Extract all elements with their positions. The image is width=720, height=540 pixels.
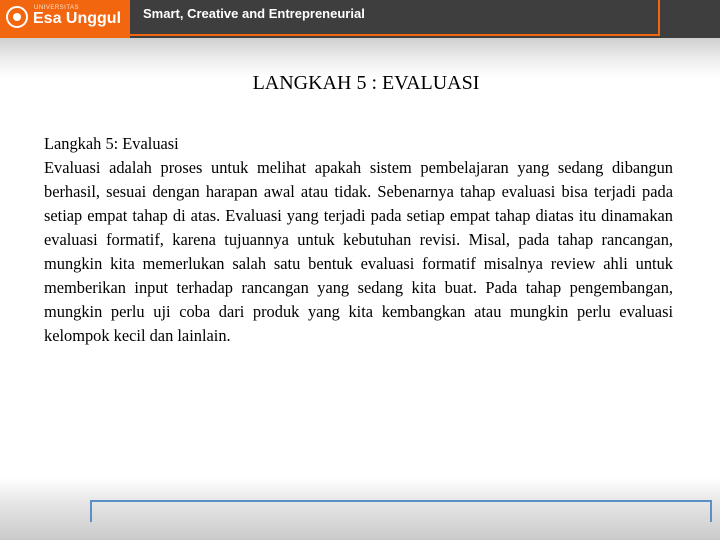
slide-content xyxy=(44,132,673,348)
slide-title: LANGKAH 5 : EVALUASI xyxy=(252,72,480,94)
brand-logo xyxy=(0,0,130,38)
slide-subheading: Langkah 5: Evaluasi xyxy=(44,134,179,153)
bottom-frame-line xyxy=(90,500,712,522)
slide-body-text: Evaluasi adalah proses untuk melihat apakah sistem pembelajaran yang sedang dibangun berhasil, sesuai dengan harapan awal atau tidak. Sebenarnya tahap evaluasi bisa terjadi pada setiap empat tahap di atas. Evaluasi yang terjadi pada setiap empat tahap diatas itu dinamakan evaluasi formatif, karena tujuannya untuk kebutuhan revisi. Misal, pada tahap rancangan, mungkin kita memerlukan salah satu bentuk evaluasi formatif misalnya review ahli untuk memberikan input terhadap rancangan yang sedang kita buat. Pada tahap pengembangan, mungkin perlu uji coba dari produk yang kita kembangkan atau mungkin perlu evaluasi kelompok kecil dan lainlain. xyxy=(44,158,673,345)
brand-small-label: UNIVERSITAS xyxy=(34,5,80,11)
tagline: Smart, Creative and Entrepreneurial xyxy=(143,6,365,21)
brand-name: Esa Unggul xyxy=(33,10,122,27)
header-bar xyxy=(0,0,720,38)
university-logo-icon xyxy=(6,6,28,28)
